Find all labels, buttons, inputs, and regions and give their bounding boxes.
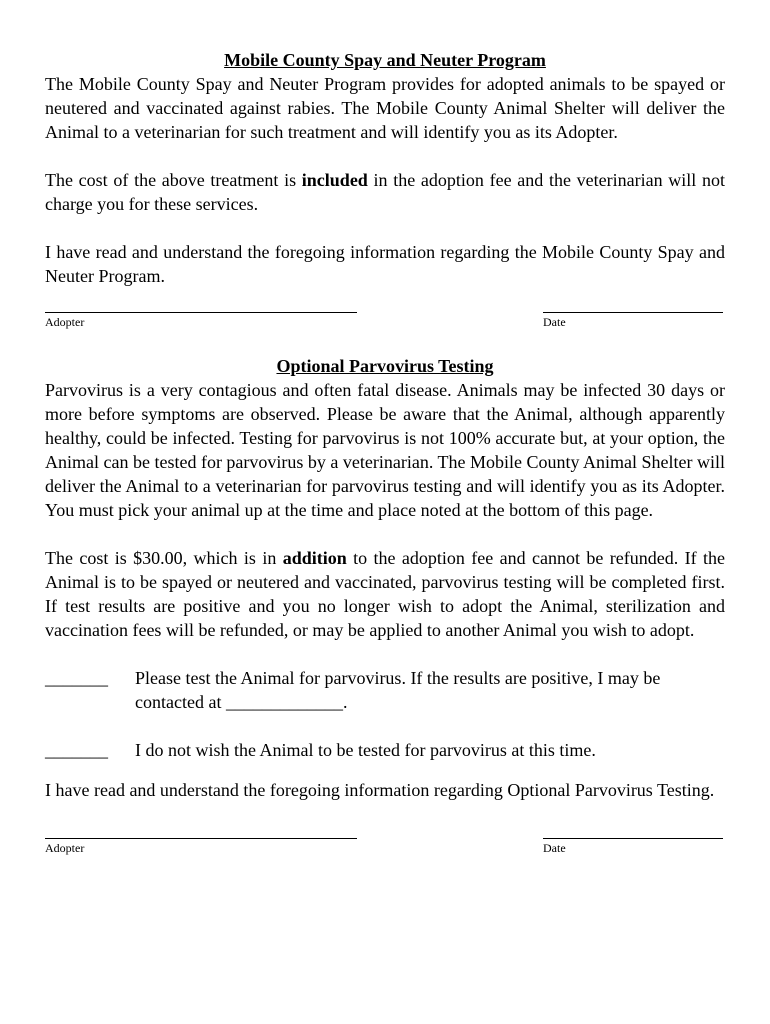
date-label: Date bbox=[543, 841, 566, 855]
parvovirus-intro: Parvovirus is a very contagious and often fatal disease. Animals may be infected 30 days or more before symptoms are observed. Please be aware that the Animal, although apparently healthy, could be infected. Testing for parvovirus is not 100% accurate but, at your option, the Animal can be tested for parvovirus by a veterinarian. The Mobile County Animal Shelter will deliver the Animal to a veterinarian for parvovirus testing and will identify you as its Adopter. You must pick your animal up at the time and place noted at the bottom of this page. bbox=[45, 380, 726, 520]
date-signature-line[interactable] bbox=[543, 828, 723, 839]
test-option-initial-blank[interactable]: _______ bbox=[45, 668, 108, 688]
parvovirus-title: Optional Parvovirus Testing bbox=[276, 356, 494, 376]
spay-neuter-cost: The cost of the above treatment is included in the adoption fee and the veterinarian will not charge you for these services. bbox=[45, 170, 725, 214]
document-page bbox=[45, 48, 725, 856]
adopter-label: Adopter bbox=[45, 841, 85, 855]
spay-neuter-intro: The Mobile County Spay and Neuter Program provides for adopted animals to be spayed or neutered and vaccinated against rabies. The Mobile County Animal Shelter will deliver the Animal to a veterinarian for such treatment and will identify you as its Adopter. bbox=[45, 74, 725, 142]
adopter-signature-line[interactable] bbox=[45, 302, 357, 313]
included-emphasis: included bbox=[301, 170, 368, 190]
parvovirus-cost: The cost is $30.00, which is in addition to the adoption fee and cannot be refunded. If the Animal is to be spayed or neutered and vaccinated, parvovirus testing will be completed first. If test results are positive and you no longer wish to adopt the Animal, sterilization and vaccination fees will be refunded, or may be applied to another Animal you wish to adopt. bbox=[45, 548, 726, 640]
test-option bbox=[45, 666, 725, 714]
date-signature-line[interactable] bbox=[543, 302, 723, 313]
spay-neuter-acknowledgement: I have read and understand the foregoing information regarding the Mobile County Spay and Neuter Program. bbox=[45, 242, 725, 286]
signature-row-1 bbox=[45, 302, 725, 330]
parvovirus-acknowledgement: I have read and understand the foregoing information regarding Optional Parvovirus Testing. bbox=[45, 780, 715, 800]
decline-option-initial-blank[interactable]: _______ bbox=[45, 740, 108, 760]
test-option-text: Please test the Animal for parvovirus. If the results are positive, I may be contacted at _____________. bbox=[135, 668, 661, 712]
decline-option bbox=[45, 738, 725, 762]
decline-option-text: I do not wish the Animal to be tested for parvovirus at this time. bbox=[135, 740, 596, 760]
adopter-signature-line[interactable] bbox=[45, 828, 357, 839]
date-label: Date bbox=[543, 315, 566, 329]
adopter-label: Adopter bbox=[45, 315, 85, 329]
addition-emphasis: addition bbox=[282, 548, 347, 568]
spay-neuter-title: Mobile County Spay and Neuter Program bbox=[224, 50, 546, 70]
signature-row-2 bbox=[45, 828, 725, 856]
